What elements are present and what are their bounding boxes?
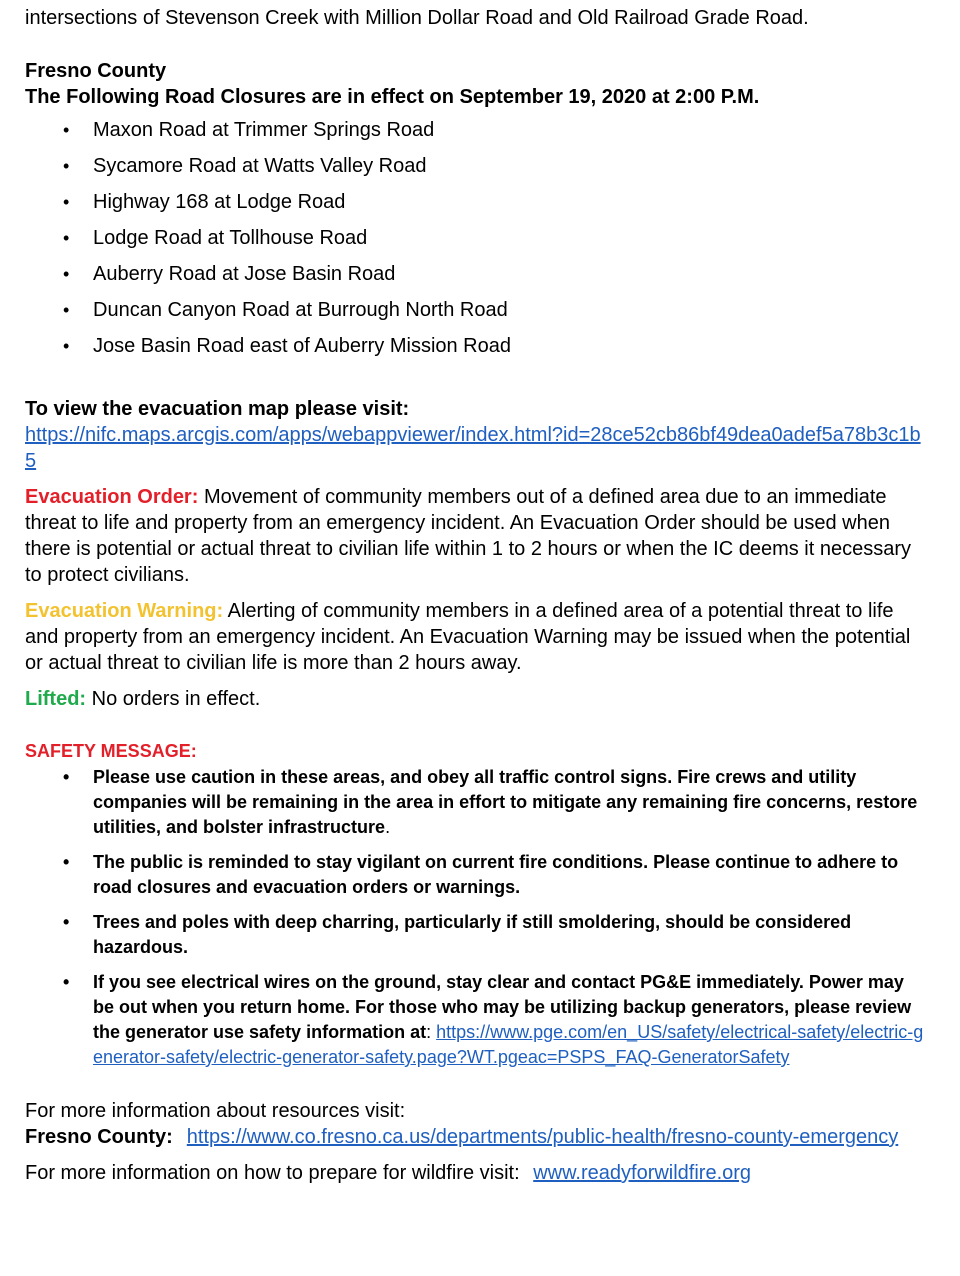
county-emergency-link[interactable]: https://www.co.fresno.ca.us/departments/public-health/fresno-county-emergency <box>186 1126 899 1148</box>
evacuation-warning-definition <box>25 598 925 676</box>
list-item <box>25 333 925 359</box>
list-item <box>25 153 925 179</box>
safety-text: The public is reminded to stay vigilant on current fire conditions. Please continue to adhere to road closures and evacuation orders or warnings. <box>93 852 899 897</box>
county-resources-label: Fresno County: <box>25 1126 173 1148</box>
county-heading: Fresno County <box>25 60 167 82</box>
bullet-icon: • <box>63 156 70 176</box>
resources-intro: For more information about resources visit: <box>25 1100 406 1122</box>
document-page <box>25 5 925 1186</box>
evacuation-warning-text: Alerting of community members in a defined area of a potential threat to life and property from an emergency incident. An Evacuation Warning may be issued when the potential or actual threat to civilian life is more than 2 hours away. <box>25 600 911 674</box>
evacuation-order-definition <box>25 484 925 588</box>
closures-heading: The Following Road Closures are in effect on September 19, 2020 at 2:00 P.M. <box>25 86 760 108</box>
generator-safety-link[interactable]: https://www.pge.com/en_US/safety/electrical-safety/electric-generator-safety/electric-generator-safety.page?WT.pgeac=PSPS_FAQ-GeneratorSafety <box>93 1022 924 1067</box>
county-resources <box>25 1124 925 1150</box>
safety-text-end: . <box>385 817 391 837</box>
safety-text: Trees and poles with deep charring, particularly if still smoldering, should be considered hazardous. <box>93 912 852 957</box>
safety-text: Please use caution in these areas, and obey all traffic control signs. Fire crews and utility companies will be remaining in the area in effort to mitigate any remaining fire concerns, restore utilities, and bolster infrastructure <box>93 767 918 837</box>
bullet-icon: • <box>63 852 70 872</box>
list-item <box>25 225 925 251</box>
list-item <box>25 261 925 287</box>
bullet-icon: • <box>63 228 70 248</box>
bullet-icon: • <box>63 120 70 140</box>
list-item <box>25 765 925 840</box>
list-item <box>25 117 925 143</box>
safety-message-list <box>25 765 925 1070</box>
bullet-icon: • <box>63 300 70 320</box>
bullet-icon: • <box>63 336 70 356</box>
evacuation-map-heading: To view the evacuation map please visit: <box>25 398 410 420</box>
lifted-definition <box>25 686 925 712</box>
safety-text: If you see electrical wires on the ground, stay clear and contact PG&E immediately. Power may be out when you return home. For those who may be utilizing backup generators, please review the generator use safety information at <box>93 972 912 1042</box>
evacuation-warning-label: Evacuation Warning: <box>25 600 224 622</box>
road-text: Lodge Road at Tollhouse Road <box>93 227 368 249</box>
road-text: Maxon Road at Trimmer Springs Road <box>93 119 435 141</box>
lifted-text: No orders in effect. <box>86 688 261 710</box>
road-text: Auberry Road at Jose Basin Road <box>93 263 396 285</box>
prepare-info <box>25 1160 925 1186</box>
road-text: Sycamore Road at Watts Valley Road <box>93 155 427 177</box>
road-text: Jose Basin Road east of Auberry Mission Road <box>93 335 511 357</box>
list-item <box>25 970 925 1070</box>
list-item <box>25 910 925 960</box>
evacuation-map-link[interactable]: https://nifc.maps.arcgis.com/apps/webappviewer/index.html?id=28ce52cb86bf49dea0adef5a78b3c1b5 <box>25 424 921 472</box>
bullet-icon: • <box>63 912 70 932</box>
bullet-icon: • <box>63 264 70 284</box>
intro-text: intersections of Stevenson Creek with Million Dollar Road and Old Railroad Grade Road. <box>25 7 809 29</box>
prepare-text: For more information on how to prepare for wildfire visit: <box>25 1162 526 1184</box>
safety-colon: : <box>426 1022 437 1042</box>
road-text: Highway 168 at Lodge Road <box>93 191 346 213</box>
list-item <box>25 850 925 900</box>
list-item <box>25 189 925 215</box>
bullet-icon: • <box>63 192 70 212</box>
road-closures-list <box>25 117 925 359</box>
list-item <box>25 297 925 323</box>
safety-message-heading: SAFETY MESSAGE: <box>25 741 197 761</box>
evacuation-order-label: Evacuation Order: <box>25 486 199 508</box>
ready-for-wildfire-link[interactable]: www.readyforwildfire.org <box>533 1162 752 1184</box>
lifted-label: Lifted: <box>25 688 87 710</box>
road-text: Duncan Canyon Road at Burrough North Road <box>93 299 508 321</box>
bullet-icon: • <box>63 972 70 992</box>
evacuation-order-text: Movement of community members out of a defined area due to an immediate threat to life and property from an emergency incident. An Evacuation Order should be used when there is potential or actual threat to civilian life within 1 to 2 hours or when the IC deems it necessary to protect civilians. <box>25 486 912 586</box>
bullet-icon: • <box>63 767 70 787</box>
